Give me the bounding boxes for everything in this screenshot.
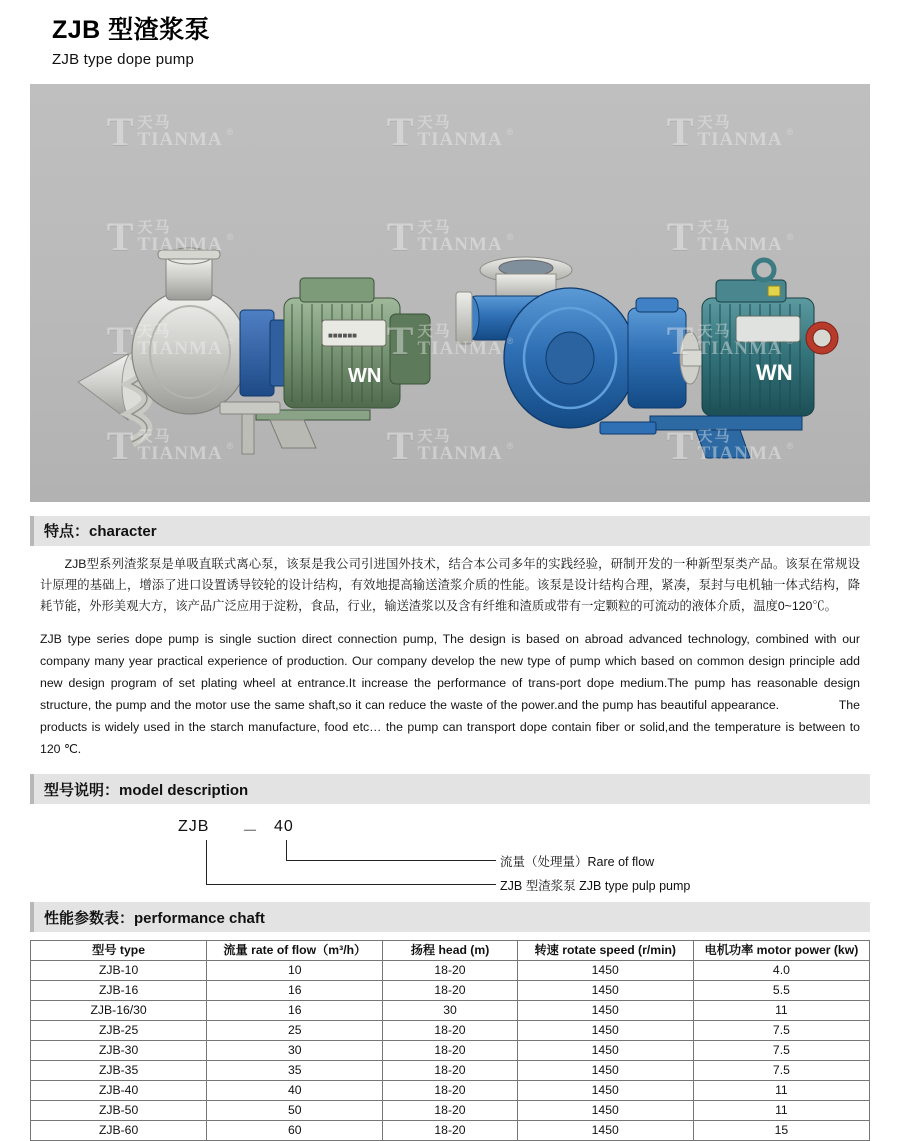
cell-type: ZJB-35 [31,1061,207,1081]
cell-speed: 1450 [517,1101,693,1121]
character-paragraph-en-1-text: ZJB type series dope pump is single suction direct connection pump, The design is based on abroad advanced technology, combined with our company many year practical experience of production. Our company develop the new type of pump which based on common design principle add new design program of set plating wheel at entrance.It increase the performance of trans-port dope medium.The pump has reasonable design structure, the pump and the motor use the same shaft,so it can reduce the waste of the power.and the pump has beautiful appearance. [40,632,860,712]
table-row [31,961,870,981]
watermark-cn: 天马 [137,114,172,131]
table-row [31,1041,870,1061]
watermark-tmark: T [106,213,134,259]
watermark-cn: 天马 [137,323,172,340]
watermark-tmark: T [386,318,414,363]
model-description-diagram [30,810,870,902]
watermark-cn: 天马 [697,218,732,236]
leader-line-horizontal-flow [286,860,496,861]
watermark-en: TIANMA [137,338,223,359]
watermark-tmark: T [386,109,414,154]
watermark-en: TIANMA [137,442,223,464]
cell-type: ZJB-25 [31,1021,207,1041]
table-row [31,1001,870,1021]
page-title: ZJB 型渣浆泵 [52,16,211,44]
watermark-en: TIANMA [697,129,783,150]
cell-head: 18-20 [383,1021,517,1041]
table-header-head: 扬程 head (m) [383,941,517,961]
cell-type: ZJB-60 [31,1121,207,1141]
cell-head: 18-20 [383,1061,517,1081]
table-row [31,1061,870,1081]
cell-speed: 1450 [517,1081,693,1101]
table-header-row [31,941,870,961]
product-photo-banner [30,84,870,502]
watermark-tmark: T [666,213,694,259]
watermark-cn: 天马 [697,114,732,131]
cell-power: 11 [693,1101,869,1121]
section-header-character: 特点：character [30,516,870,546]
cell-speed: 1450 [517,1041,693,1061]
watermark-cn: 天马 [417,218,452,236]
cell-type: ZJB-40 [31,1081,207,1101]
cell-flow: 10 [207,961,383,981]
watermark-en: TIANMA [697,442,783,464]
character-paragraph-en-2-text: The products is widely used in the starch manufacture, food etc… the pump can transport dope contain fiber or solid,and the temperature is between to 120 ℃. [40,697,860,756]
watermark-registered: ® [786,127,794,137]
performance-table-wrapper [30,940,870,1141]
watermark-cn: 天马 [697,427,732,445]
table-row [31,1121,870,1141]
watermark-tmark: T [106,422,134,468]
table-header-speed: 转速 rotate speed (r/min) [517,941,693,961]
watermark-registered: ® [226,336,234,346]
watermark-tmark: T [106,109,134,154]
watermark-registered: ® [786,231,794,242]
leader-line-vertical-pump [206,840,207,884]
leader-line-vertical-flow [286,840,287,860]
cell-speed: 1450 [517,1021,693,1041]
cell-flow: 40 [207,1081,383,1101]
page-subtitle: ZJB type dope pump [52,50,195,68]
character-paragraph-cn: ZJB型系列渣浆泵是单吸直联式离心泵，该泵是我公司引进国外技术，结合本公司多年的实践经验，研制开发的一种新型泵类产品。该泵在常规设计原理的基础上，增添了进口设置诱导铰轮的设计结构，有效地提高输送渣浆介质的性能。该泵是设计结构合理，紧凑，泵封与电机轴一体式结构，降耗节能，外形美观大方，该产品广泛应用于淀粉，食品，行业，输送渣浆以及含有纤维和渣质或带有一定颗粒的可流动的液体介质，温度0~120℃。 [40,556,860,614]
cell-power: 7.5 [693,1021,869,1041]
watermark-registered: ® [506,440,514,451]
table-header-type: 型号 type [31,941,207,961]
cell-type: ZJB-30 [31,1041,207,1061]
cell-power: 7.5 [693,1041,869,1061]
watermark-en: TIANMA [137,129,223,150]
cell-speed: 1450 [517,961,693,981]
table-row [31,1081,870,1101]
cell-flow: 16 [207,1001,383,1021]
watermark [106,109,234,154]
watermark-tmark: T [386,213,414,259]
watermark-en: TIANMA [417,233,503,255]
watermark-en: TIANMA [417,338,503,359]
cell-flow: 60 [207,1121,383,1141]
cell-speed: 1450 [517,981,693,1001]
cell-head: 18-20 [383,1101,517,1121]
leader-label-flow: 流量（处理量）Rare of flow [500,855,655,870]
cell-type: ZJB-50 [31,1101,207,1121]
cell-head: 18-20 [383,1081,517,1101]
watermark-registered: ® [506,127,514,137]
watermark-registered: ® [506,231,514,242]
cell-head: 18-20 [383,981,517,1001]
watermark-tmark: T [106,318,134,363]
watermark [386,109,514,154]
table-row [31,1101,870,1121]
blue-cast-iron-dope-pump-photo [450,231,840,474]
model-number-label: 40 [274,818,294,836]
table-header-power: 电机功率 motor power (kw) [693,941,869,961]
watermark [666,109,794,154]
cell-type: ZJB-16/30 [31,1001,207,1021]
watermark-tmark: T [666,422,694,468]
cell-power: 11 [693,1001,869,1021]
watermark-tmark: T [386,422,414,468]
cell-flow: 35 [207,1061,383,1081]
performance-table-body [31,961,870,1141]
svg-text:WN: WN [348,364,382,387]
cell-speed: 1450 [517,1121,693,1141]
performance-table [30,940,870,1141]
model-prefix-label: ZJB [178,818,210,836]
watermark-tmark: T [666,318,694,363]
cell-power: 15 [693,1121,869,1141]
svg-text:WN: WN [756,359,793,385]
watermark-registered: ® [226,127,234,137]
watermark-cn: 天马 [697,323,732,340]
cell-speed: 1450 [517,1061,693,1081]
cell-head: 18-20 [383,1121,517,1141]
cell-head: 18-20 [383,1041,517,1061]
cell-flow: 50 [207,1101,383,1121]
cell-flow: 16 [207,981,383,1001]
leader-label-pump: ZJB 型渣浆泵 ZJB type pulp pump [500,879,691,894]
watermark-cn: 天马 [137,218,172,236]
cell-power: 7.5 [693,1061,869,1081]
cell-power: 11 [693,1081,869,1101]
watermark-en: TIANMA [137,233,223,255]
model-dash-label: － [242,823,260,841]
watermark-cn: 天马 [417,114,452,131]
cell-head: 30 [383,1001,517,1021]
character-paragraph-en-1 [40,629,860,760]
section-header-performance: 性能参数表：performance chaft [30,902,870,932]
watermark-registered: ® [226,440,234,451]
svg-text:■■■■■■: ■■■■■■ [328,330,357,340]
page-header [0,0,900,74]
cell-flow: 25 [207,1021,383,1041]
cell-power: 4.0 [693,961,869,981]
watermark-registered: ® [226,231,234,242]
stainless-steel-dope-pump-photo [70,231,450,474]
watermark-en: TIANMA [417,129,503,150]
cell-head: 18-20 [383,961,517,981]
cell-power: 5.5 [693,981,869,1001]
cell-flow: 30 [207,1041,383,1061]
watermark-cn: 天马 [137,427,172,445]
watermark-cn: 天马 [417,323,452,340]
watermark-registered: ® [786,336,794,346]
section-header-model-description: 型号说明：model description [30,774,870,804]
character-text-block [40,554,860,761]
table-row [31,981,870,1001]
table-header-flow: 流量 rate of flow（m³/h） [207,941,383,961]
leader-line-horizontal-pump [206,884,496,885]
watermark-registered: ® [786,440,794,451]
watermark-registered: ® [506,336,514,346]
cell-type: ZJB-10 [31,961,207,981]
watermark-en: TIANMA [697,233,783,255]
cell-type: ZJB-16 [31,981,207,1001]
cell-speed: 1450 [517,1001,693,1021]
watermark-en: TIANMA [697,338,783,359]
table-row [31,1021,870,1041]
watermark-cn: 天马 [417,427,452,445]
watermark-tmark: T [666,109,694,154]
watermark-en: TIANMA [417,442,503,464]
